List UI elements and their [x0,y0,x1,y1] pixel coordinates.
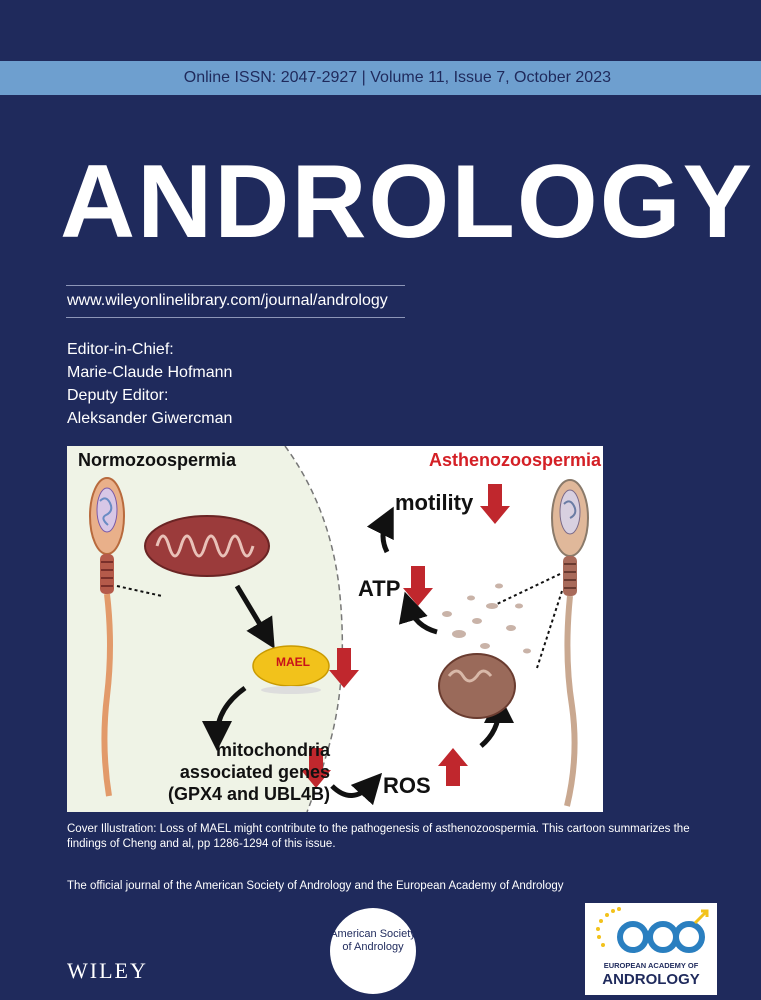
damaged-mitochondrion-icon [439,584,531,719]
divider-top [66,285,405,286]
eaa-logo-big-text: ANDROLOGY [602,971,700,988]
label-asthenozoospermia: Asthenozoospermia [428,450,601,470]
eaa-logo [585,903,717,995]
asthenozoospermia-sperm-icon [552,480,588,806]
healthy-mitochondrion-icon [145,516,269,576]
official-journal-statement: The official journal of the American Society of Andrology and the European Academy of Andrology [67,880,564,892]
deputy-editor-name: Aleksander Giwercman [67,410,233,427]
deputy-editor-label: Deputy Editor: [67,387,169,404]
label-mael: MAEL [276,655,310,669]
issue-info: Online ISSN: 2047-2927 | Volume 11, Issue 7, October 2023 [183,69,611,86]
label-normozoospermia: Normozoospermia [78,450,237,470]
asa-logo [330,908,416,994]
editor-in-chief-name: Marie-Claude Hofmann [67,364,233,381]
asa-logo-text: American Society of Andrology [330,928,416,953]
cover-caption: Cover Illustration: Loss of MAEL might contribute to the pathogenesis of asthenozoospermia. This cartoon summarizes the findings of Cheng and al, pp 1286-1294 of this issue. [67,823,690,850]
issue-band [0,61,761,95]
publisher-logo: WILEY [67,958,148,983]
label-atp: ATP [358,576,401,601]
label-motility: motility [395,490,474,515]
journal-title: ANDROLOGY [60,144,754,260]
editor-in-chief-label: Editor-in-Chief: [67,341,174,358]
eaa-logo-small-text: EUROPEAN ACADEMY OF [603,961,699,970]
label-mitochondria-genes: mitochondria associated genes (GPX4 and UBL4B) [167,740,330,804]
journal-url[interactable]: www.wileyonlinelibrary.com/journal/andrology [67,292,388,309]
editors-block [67,338,232,430]
label-ros: ROS [383,773,431,798]
eaa-emblem-icon [585,903,717,961]
cover-illustration [67,446,603,812]
divider-bottom [66,317,405,318]
